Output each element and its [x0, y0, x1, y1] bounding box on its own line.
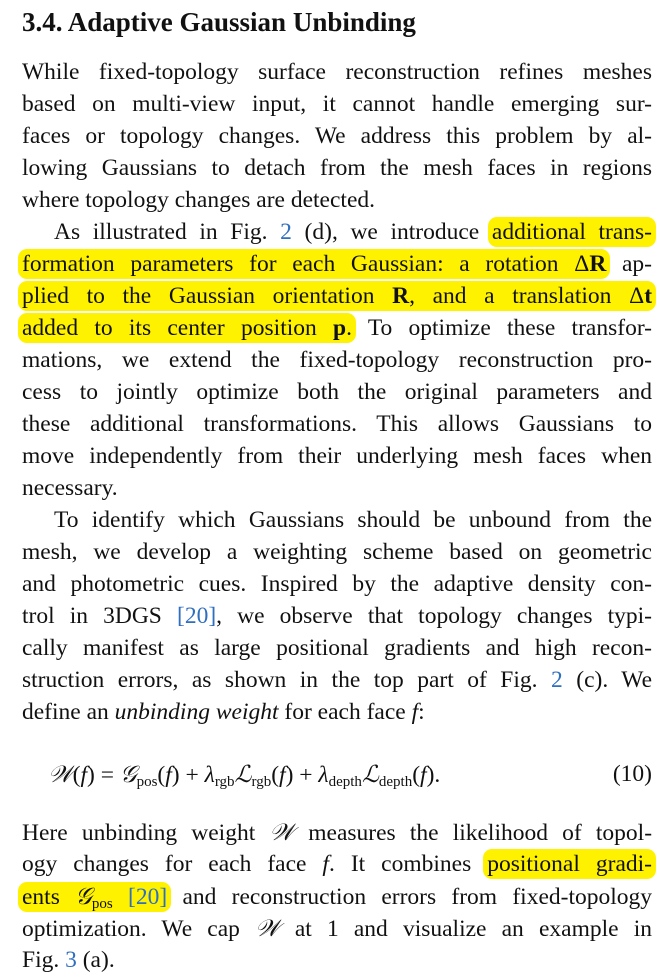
highlight-transformation-params-3: plied to the Gaussian orientation R, and a translation Δt — [18, 281, 656, 311]
figure-3-reference[interactable]: 3 — [65, 947, 77, 973]
para4-line-3: ents 𝒢$_{pos}$ [20] and reconstruction errors from fixed-topology — [22, 880, 652, 912]
para2-line-7: these additional transformations. This allows Gaussians to — [22, 411, 652, 437]
highlight-transformation-params-4: added to its center position p. — [18, 313, 356, 343]
para3-line-4: trol in 3DGS [20], we observe that topology changes typi- — [22, 603, 652, 629]
section-title: Adaptive Gaussian Unbinding — [67, 7, 416, 37]
para3-line-2: mesh, we develop a weighting scheme based on geometric — [22, 539, 652, 565]
equation-body: 𝒲(f) = 𝒢$_{pos}$(f) + $\lambda_{rgb}ℒ_{rgb}(f)$ + $\lambda_{depth}ℒ_{depth}(f)$. — [48, 760, 441, 790]
section-heading — [22, 2, 416, 42]
para4-line-5: Fig. 3 (a). — [22, 947, 115, 973]
para3-line-5: cally manifest as large positional gradients and high recon- — [22, 635, 652, 661]
para2-line-2: formation parameters for each Gaussian: a rotation ΔR ap- — [22, 248, 652, 280]
para2-line-6: cess to jointly optimize both the original parameters and — [22, 379, 652, 405]
highlight-transformation-params: additional trans- — [488, 217, 656, 247]
para4-line-1: Here unbinding weight 𝒲 measures the likelihood of topol- — [22, 818, 653, 846]
para1-line-4: lowing Gaussians to detach from the mesh faces in regions — [22, 155, 652, 181]
para2-line-5: mations, we extend the fixed-topology reconstruction pro- — [22, 347, 652, 373]
para3-line-3: and photometric cues. Inspired by the adaptive density con- — [22, 571, 652, 597]
para1-line-3: faces or topology changes. We address this problem by al- — [22, 123, 652, 149]
para3-line-7: define an unbinding weight for each face f: — [22, 699, 425, 725]
figure-2-reference[interactable]: 2 — [551, 667, 563, 693]
section-number: 3.4. — [22, 7, 63, 37]
citation-20[interactable]: [20] — [177, 603, 217, 629]
highlight-positional-gradients: positional gradi- — [483, 849, 656, 879]
figure-2-reference[interactable]: 2 — [280, 219, 292, 245]
para2-line-4: added to its center position p. To optimize these transfor- — [22, 312, 652, 344]
para1-line-5: where topology changes are detected. — [22, 187, 375, 213]
para2-line-3 — [22, 280, 652, 312]
para2-line-8: move independently from their underlying mesh faces when — [22, 443, 652, 469]
para1-line-2: based on multi-view input, it cannot handle emerging sur- — [22, 91, 652, 117]
highlight-positional-gradients-2: ents 𝒢$_{pos}$ [20] — [18, 882, 171, 912]
para4-line-4: optimization. We cap 𝒲 at 1 and visualize an example in — [22, 914, 652, 942]
equation-10 — [48, 756, 652, 792]
para2-line-1: As illustrated in Fig. 2 (d), we introduce additional trans- — [54, 216, 652, 248]
para1-line-1: While fixed-topology surface reconstruction refines meshes — [22, 59, 652, 85]
equation-number: (10) — [612, 761, 652, 787]
para2-line-9: necessary. — [22, 475, 118, 501]
citation-20[interactable]: [20] — [128, 884, 168, 910]
highlight-transformation-params-2: formation parameters for each Gaussian: a rotation ΔR — [18, 249, 610, 279]
para4-line-2: ogy changes for each face f. It combines positional gradi- — [22, 848, 652, 880]
para3-line-6: struction errors, as shown in the top part of Fig. 2 (c). We — [22, 667, 653, 693]
para3-line-1: To identify which Gaussians should be unbound from the — [54, 507, 652, 533]
